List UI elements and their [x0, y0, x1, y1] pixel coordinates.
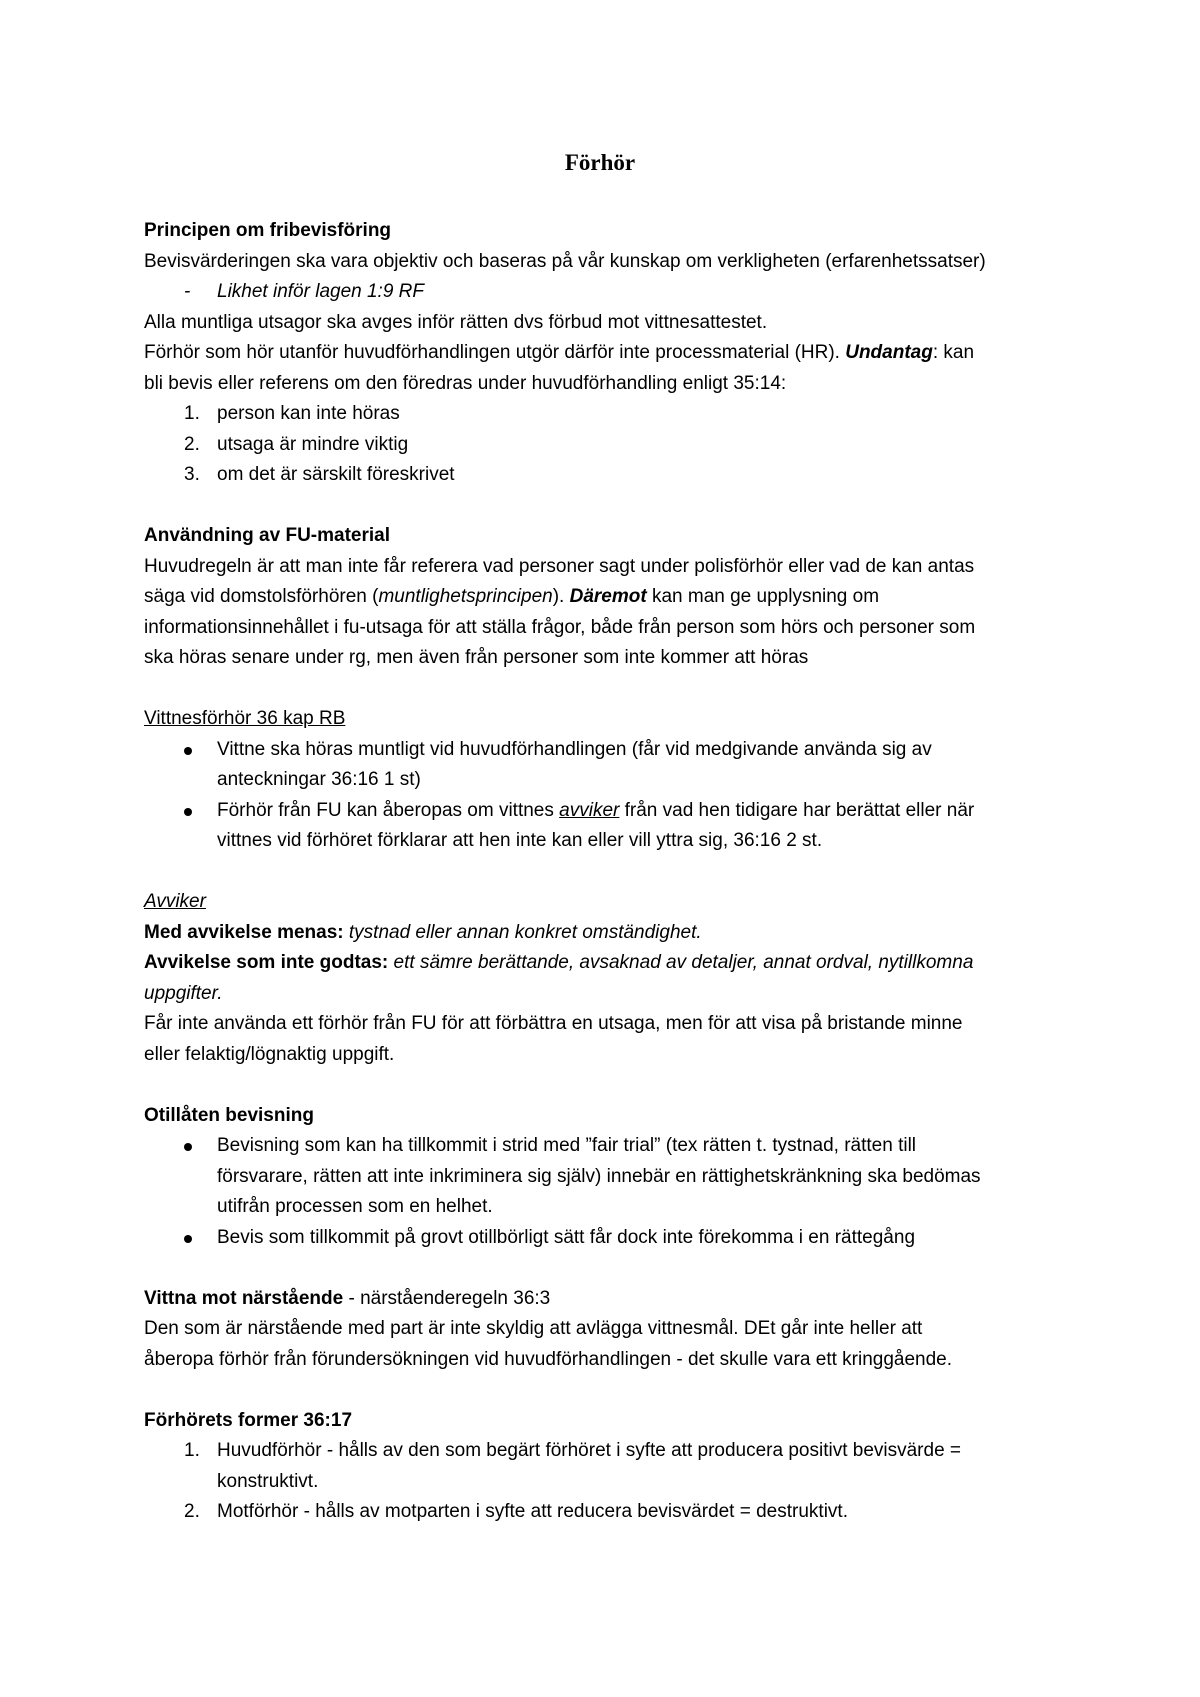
item-text: person kan inte höras	[217, 403, 400, 424]
dash-item-text: Likhet inför lagen 1:9 RF	[217, 281, 425, 302]
paragraph-line: Den som är närstående med part är inte skyldig att avlägga vittnesmål. DEt går inte heller att	[144, 1318, 923, 1339]
item-text: Vittne ska höras muntligt vid huvudförhandlingen (får vid medgivande använda sig av	[217, 738, 932, 760]
paragraph-line: Får inte använda ett förhör från FU för att förbättra en utsaga, men för att visa på bristande minne	[144, 1013, 963, 1034]
bullet-continuation: försvarare, rätten att inte inkriminera sig själv) innebär en rättighetskränkning ska bedömas	[217, 1165, 981, 1187]
term-definition: ett sämre berättande, avsaknad av detaljer, annat ordval, nytillkomna	[393, 952, 974, 973]
item-text: om det är särskilt föreskrivet	[217, 464, 455, 485]
paragraph-line: Alla muntliga utsagor ska avges inför rätten dvs förbud mot vittnesattestet.	[144, 311, 768, 333]
text-run: säga vid domstolsförhören (	[144, 586, 379, 607]
bullet-item	[144, 1223, 1064, 1254]
item-number: 1.	[184, 1440, 200, 1461]
emphasis-undantag: Undantag	[845, 342, 933, 363]
bullet-item	[144, 1131, 1064, 1162]
paragraph-line: ska höras senare under rg, men även från personer som inte kommer att höras	[144, 647, 809, 668]
bullet-icon	[184, 808, 192, 816]
text-run: : kan	[932, 342, 975, 363]
section-heading-forhorets-former: Förhörets former 36:17	[144, 1409, 353, 1431]
blank-line	[144, 857, 1064, 888]
item-text: Huvudförhör - hålls av den som begärt förhöret i syfte att producera positivt bevisvärde =	[217, 1440, 962, 1461]
blank-line	[144, 1375, 1064, 1406]
blank-line	[144, 674, 1064, 705]
bullet-continuation: vittnes vid förhöret förklarar att hen inte kan eller vill yttra sig, 36:16 2 st.	[217, 830, 823, 851]
item-text: Bevis som tillkommit på grovt otillbörligt sätt får dock inte förekomma i en rättegång	[217, 1226, 916, 1248]
section-heading-narstaende	[144, 1284, 1064, 1315]
text-run: ).	[552, 586, 570, 607]
paragraph-line	[144, 338, 1064, 369]
text-run: från vad hen tidigare har berättat eller när	[619, 799, 975, 821]
heading-rest: - närståenderegeln 36:3	[343, 1287, 551, 1309]
blank-line	[144, 1070, 1064, 1101]
bullet-icon	[184, 1143, 192, 1151]
paragraph-line	[144, 948, 1064, 979]
bullet-continuation: utifrån processen som en helhet.	[217, 1196, 493, 1217]
item-text: Motförhör - hålls av motparten i syfte att reducera bevisvärdet = destruktivt.	[217, 1501, 848, 1522]
heading-bold-part: Vittna mot närstående	[144, 1287, 344, 1309]
paragraph-line: Huvudregeln är att man inte får referera vad personer sagt under polisförhör eller vad de kan antas	[144, 555, 975, 577]
item-number: 1.	[184, 403, 200, 424]
paragraph-line: bli bevis eller referens om den föredras under huvudförhandling enligt 35:14:	[144, 372, 787, 394]
item-text: utsaga är mindre viktig	[217, 433, 409, 455]
paragraph-line: informationsinnehållet i fu-utsaga för att ställa frågor, både från person som hörs och personer som	[144, 616, 976, 638]
item-text: Bevisning som kan ha tillkommit i strid med ”fair trial” (tex rätten t. tystnad, rätten till	[217, 1135, 917, 1156]
numbered-item	[144, 399, 1064, 430]
item-number: 3.	[184, 464, 200, 485]
document-title: Förhör	[564, 150, 636, 175]
section-heading-fu-material: Användning av FU-material	[144, 525, 390, 546]
text-run: Förhör från FU kan åberopas om vittnes	[217, 799, 560, 821]
item-number: 2.	[184, 433, 200, 455]
numbered-item	[144, 460, 1064, 491]
bullet-continuation: anteckningar 36:16 1 st)	[217, 769, 421, 790]
section-heading-vittnesforhor: Vittnesförhör 36 kap RB	[144, 708, 346, 729]
text-run: Förhör som hör utanför huvudförhandlingen utgör därför inte processmaterial (HR).	[144, 342, 846, 363]
paragraph-line	[144, 918, 1064, 949]
bullet-item	[144, 796, 1064, 827]
section-heading-otillaten-bevisning: Otillåten bevisning	[144, 1104, 314, 1126]
term-label: Med avvikelse menas:	[144, 921, 349, 943]
numbered-continuation: konstruktivt.	[217, 1470, 319, 1492]
numbered-item	[144, 1497, 1064, 1528]
bullet-icon	[184, 747, 192, 755]
emphasis-muntlighetsprincipen: muntlighetsprincipen	[378, 586, 553, 607]
dash-list-item	[144, 277, 1064, 308]
paragraph-line: åberopa förhör från förundersökningen vid huvudförhandlingen - det skulle vara ett kringgående.	[144, 1348, 953, 1370]
paragraph-line: eller felaktig/lögnaktig uppgift.	[144, 1043, 395, 1065]
term-label: Avvikelse som inte godtas:	[144, 952, 394, 973]
emphasis-avviker: avviker	[559, 799, 620, 821]
document-body	[144, 216, 1064, 1528]
dash-marker: -	[184, 281, 191, 302]
item-number: 2.	[184, 1501, 200, 1522]
section-heading-avviker: Avviker	[144, 891, 206, 912]
paragraph-line: uppgifter.	[144, 982, 223, 1004]
blank-line	[144, 1253, 1064, 1284]
emphasis-daremot: Däremot	[569, 586, 647, 607]
bullet-item	[144, 735, 1064, 766]
text-run: kan man ge upplysning om	[646, 586, 880, 607]
paragraph-line: Bevisvärderingen ska vara objektiv och baseras på vår kunskap om verkligheten (erfarenhetssatser)	[144, 250, 986, 272]
paragraph-line	[144, 582, 1064, 613]
bullet-icon	[184, 1235, 192, 1243]
numbered-item	[144, 430, 1064, 461]
blank-line	[144, 491, 1064, 522]
numbered-item	[144, 1436, 1064, 1467]
term-definition: tystnad eller annan konkret omständighet.	[348, 921, 702, 943]
section-heading-fribevisforing: Principen om fribevisföring	[144, 220, 392, 241]
